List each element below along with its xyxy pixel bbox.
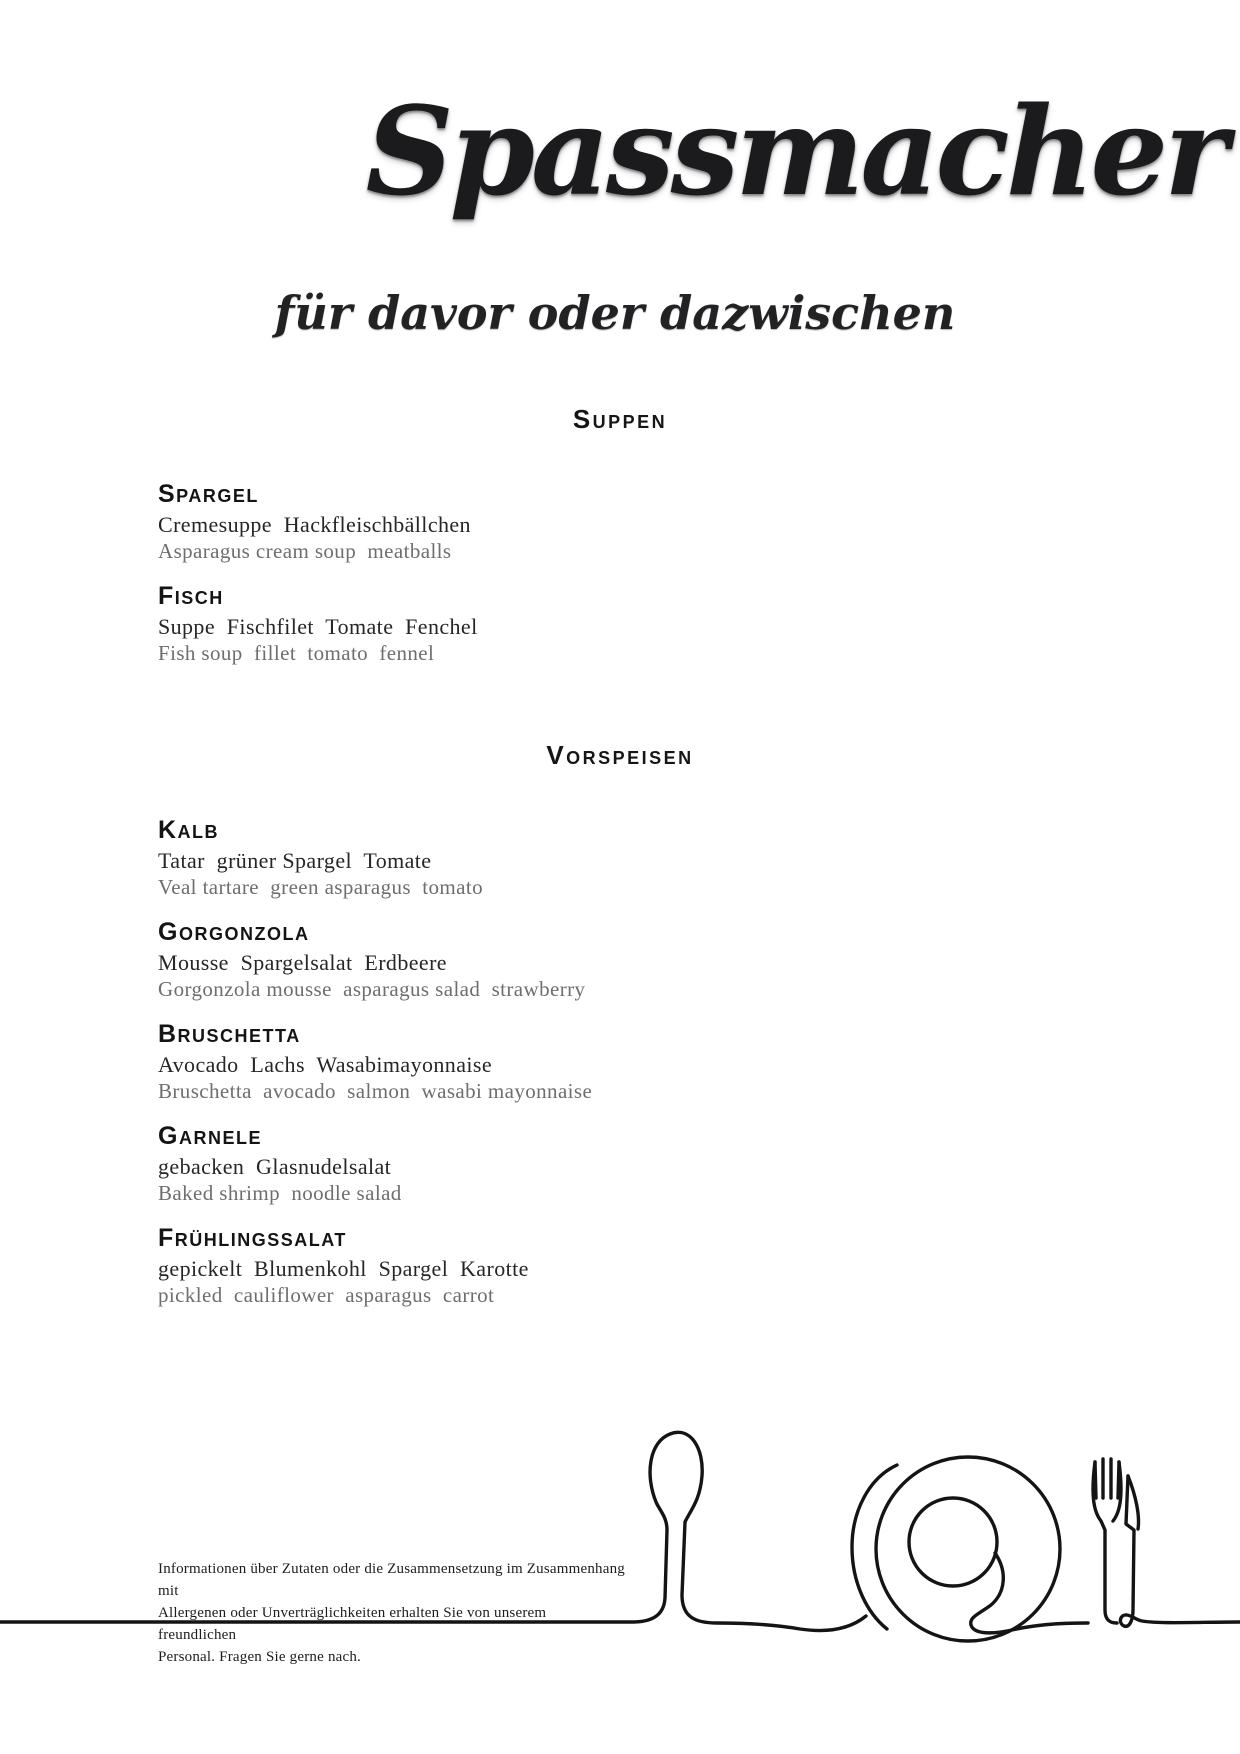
item-description-english: pickled cauliflower asparagus carrot xyxy=(158,1283,495,1307)
item-description-german: Tatar grüner Spargel Tomate xyxy=(158,848,432,873)
item-name: Spargel xyxy=(158,480,259,508)
allergen-note-line: Informationen über Zutaten oder die Zusammensetzung im Zusammenhang mit xyxy=(158,1561,626,1599)
section-spacer xyxy=(0,684,1240,740)
item-name: Garnele xyxy=(158,1122,262,1150)
page-subtitle: für davor oder dazwischen xyxy=(274,286,956,340)
item-name: Kalb xyxy=(158,816,220,844)
menu-item-fisch xyxy=(158,582,1240,667)
menu-item-bruschetta xyxy=(158,1020,1240,1105)
allergen-note-line: Personal. Fragen Sie gerne nach. xyxy=(158,1649,362,1665)
item-description-german: Cremesuppe Hackfleischbällchen xyxy=(158,512,471,537)
item-description-english: Gorgonzola mousse asparagus salad strawberry xyxy=(158,977,586,1001)
section-heading-suppen: Suppen xyxy=(572,404,668,434)
item-description-english: Veal tartare green asparagus tomato xyxy=(158,875,483,899)
item-description-german: gebacken Glasnudelsalat xyxy=(158,1154,392,1179)
menu-item-kalb xyxy=(158,816,1240,901)
menu-item-spargel xyxy=(158,480,1240,565)
item-description-german: Suppe Fischfilet Tomate Fenchel xyxy=(158,614,478,639)
item-description-english: Fish soup fillet tomato fennel xyxy=(158,641,435,665)
section-heading-vorspeisen: Vorspeisen xyxy=(546,740,694,770)
menu-content xyxy=(0,404,1240,1326)
item-name: Bruschetta xyxy=(158,1020,301,1048)
cutlery-line-art-icon xyxy=(0,1262,1240,1662)
item-description-english: Bruschetta avocado salmon wasabi mayonnaise xyxy=(158,1079,593,1103)
page-title: Spassmacher xyxy=(365,79,1225,223)
item-description-german: Avocado Lachs Wasabimayonnaise xyxy=(158,1052,493,1077)
item-description-english: Baked shrimp noodle salad xyxy=(158,1181,402,1205)
menu-item-garnele xyxy=(158,1122,1240,1207)
item-name: Fisch xyxy=(158,582,224,610)
item-description-english: Asparagus cream soup meatballs xyxy=(158,539,452,563)
menu-item-gorgonzola xyxy=(158,918,1240,1003)
allergen-note-line: Allergenen oder Unverträglichkeiten erhalten Sie von unserem freundlichen xyxy=(158,1605,547,1643)
item-description-german: Mousse Spargelsalat Erdbeere xyxy=(158,950,447,975)
item-name: Frühlingssalat xyxy=(158,1224,347,1252)
item-description-german: gepickelt Blumenkohl Spargel Karotte xyxy=(158,1256,529,1281)
item-name: Gorgonzola xyxy=(158,918,310,946)
